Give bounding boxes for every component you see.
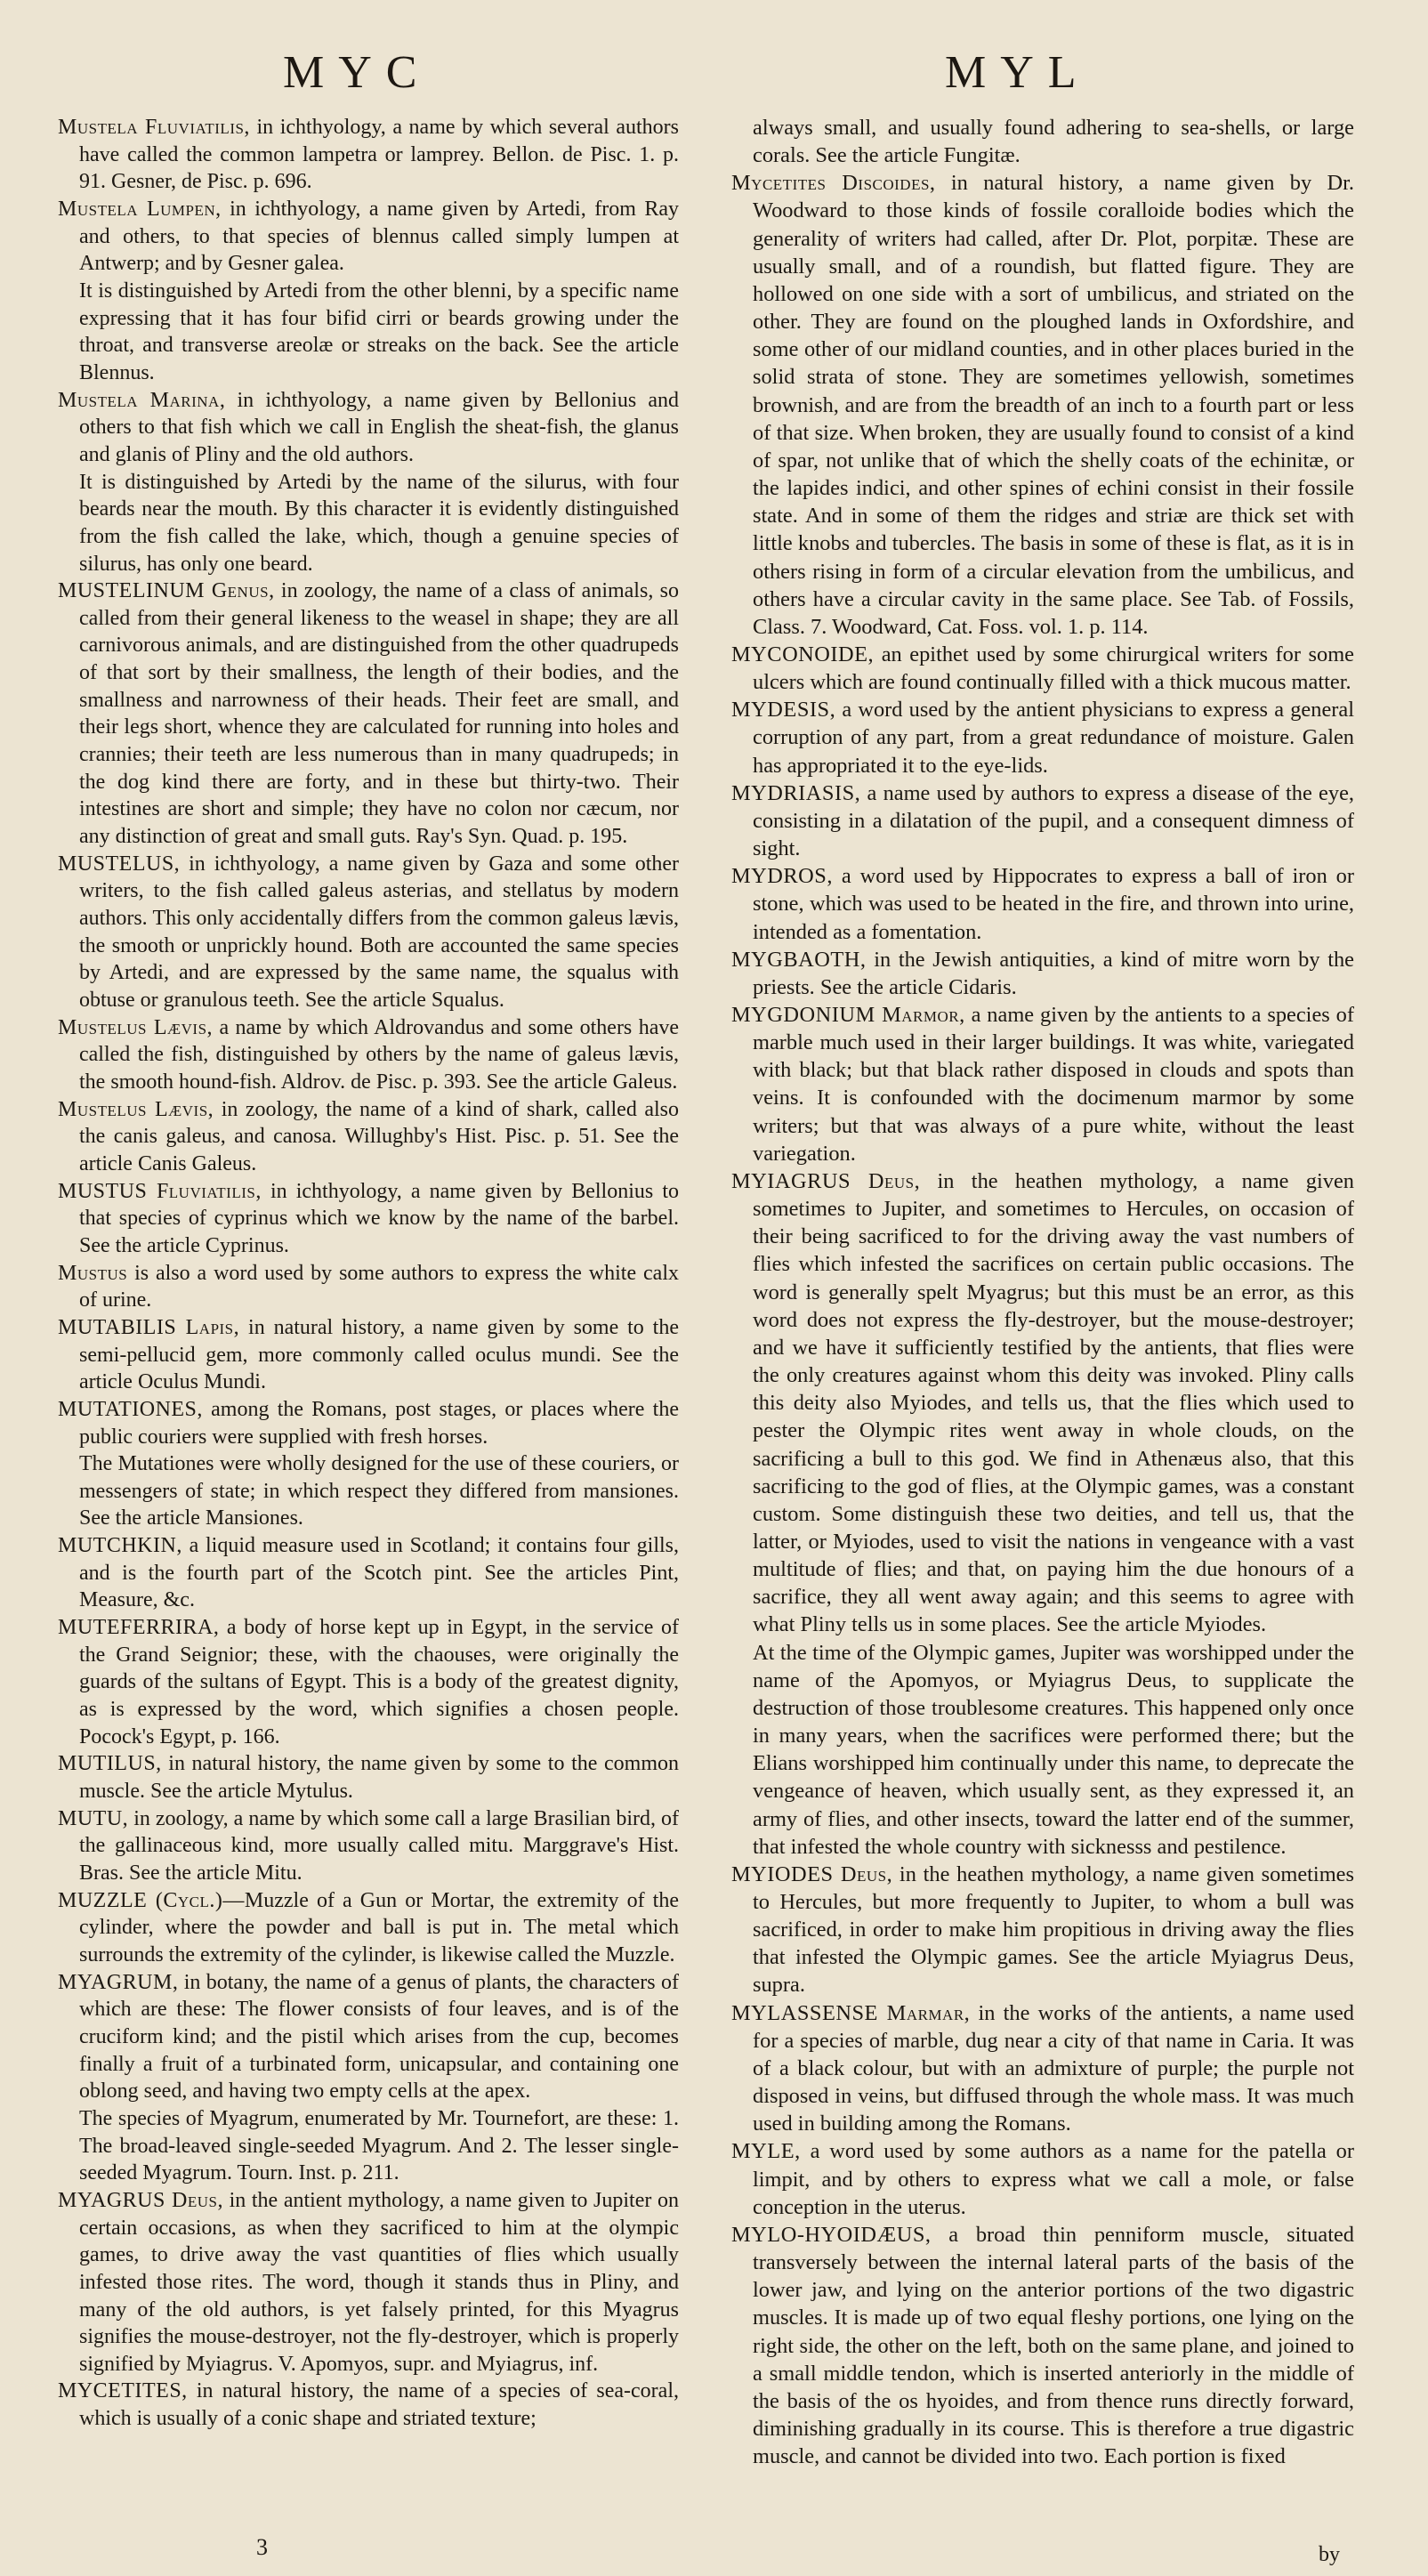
- entry-text: a name by which Aldrovandus and some others have called the fish, distinguished by others by the name of galeus lævis, the smooth hound-fish. Aldrov. de Pisc. p. 393. See the article Galeus.: [79, 1015, 679, 1094]
- entry-text: a liquid measure used in Scotland; it contains four gills, and is the fourth part of the Scotch pint. See the articles Pint, Measure, &c.: [79, 1534, 679, 1612]
- entry-headword: MYDRIASIS,: [731, 780, 861, 805]
- entry-text: always small, and usually found adhering to sea-shells, or large corals. See the article Fungitæ.: [753, 116, 1354, 168]
- entry-text: in the heathen mythology, a name given sometimes to Hercules, but more frequently to Jupiter, to whom a bull was sacrificed, in order to make him propitious in driving away the flies that infested the Olympic games. See the article Myiagrus Deus, supra.: [753, 1861, 1355, 1998]
- dictionary-entry: [731, 696, 1354, 779]
- entry-headword: MUZZLE (Cycl.)—: [58, 1888, 245, 1912]
- entry-headword: MYAGRUM,: [58, 1970, 179, 1994]
- page-number: 3: [256, 2534, 268, 2560]
- entry-text: a word used by Hippocrates to express a ball of iron or stone, which was used to be heated in the fire, and thrown into urine, intended as a fomentation.: [753, 864, 1354, 944]
- dictionary-entry: [58, 2187, 679, 2378]
- entry-text: in the works of the antients, a name used for a species of marble, dug near a city of that name in Caria. It was of a black colour, but with an admixture of purple; the purple not disposed in veins, but diffused through the whole mass. It was much used in building among the Romans.: [753, 2000, 1354, 2136]
- dictionary-entry: [58, 2378, 679, 2432]
- entry-text: in natural history, the name given by some to the common muscle. See the article Mytulus.: [79, 1752, 679, 1804]
- entry-headword: MYAGRUS Deus,: [58, 2188, 223, 2212]
- entry-headword: Mustela Lumpen,: [58, 197, 222, 221]
- dictionary-entry: [731, 641, 1354, 696]
- entry-paragraph: [58, 2105, 679, 2187]
- entry-headword: Mustelus Lævis,: [58, 1015, 214, 1039]
- entry-text: in the Jewish antiquities, a kind of mitre worn by the priests. See the article Cidaris.: [753, 947, 1354, 999]
- entry-text: At the time of the Olympic games, Jupiter was worshipped under the name of the Apomyos, or Myiagrus Deus, to supplicate the destruction of those troublesome creatures. This happened only once in many years, when the sacrifices were performed there; but the Elians worshipped him continually under this name, to deprecate the vengeance of heaven, which usually sent, as they expressed it, an army of flies, and other insects, toward the latter end of the summer, that infested the whole country with sicknesss and pestilence.: [753, 1640, 1354, 1859]
- entry-text: The Mutationes were wholly designed for the use of these couriers, or messengers of state; in which respect they differed from mansiones. See the article Mansiones.: [79, 1452, 679, 1530]
- dictionary-entry: [731, 2137, 1354, 2220]
- entry-text: among the Romans, post stages, or places where the public couriers were supplied with fresh horses.: [79, 1397, 679, 1449]
- dictionary-entry: [58, 1178, 679, 1260]
- entry-text: in natural history, a name given by some to the semi-pellucid gem, more commonly called oculus mundi. See the article Oculus Mundi.: [79, 1315, 679, 1394]
- entry-headword: MYLE,: [731, 2139, 801, 2164]
- dictionary-entry: [58, 1096, 679, 1178]
- entry-headword: MUTABILIS Lapis,: [58, 1315, 240, 1339]
- entry-headword: MYLO-HYOIDÆUS,: [731, 2222, 932, 2247]
- entry-text: in ichthyology, a name given by Artedi, from Ray and others, to that species of blennus called simply lumpen at Antwerp; and by Gesner galea.: [79, 197, 679, 276]
- entry-text: in the heathen mythology, a name given sometimes to Jupiter, and sometimes to Hercules, on occasion of their being sacrificed to for the driving away the vast numbers of flies which infested the sacrifices on certain public occasions. The word is generally spelt Myagrus; but this must be an error, as this word does not express the fly-destroyer, but the mouse-destroyer; and we have it sufficiently testified by the antients, that flies were the only creatures against whom this deity was invoked. Pliny calls this deity also Myiodes, and tells us, that the flies which used to pester the Olympic rites went away in whole clouds, on the sacrificing a bull to this god. We find in Athenæus also, that this sacrificing to the god of flies, at the Olympic games, was a constant custom. Some distinguish these two deities, and tell us, that the latter, or Myiodes, used to visit the nations in vengeance with a vast multitude of flies; and that, on paying him the due honours of a sacrifice, they all went away again; and this seems to agree with what Pliny tells us in some places. See the article Myiodes.: [753, 1168, 1354, 1637]
- dictionary-entry: [58, 114, 679, 196]
- entry-headword: Mustela Marina,: [58, 388, 226, 412]
- entry-text: in ichthyology, a name by which several authors have called the common lampetra or lamprey. Bellon. de Pisc. 1. p. 91. Gesner, de Pisc. p. 696.: [79, 116, 679, 194]
- entry-text: Muzzle of a Gun or Mortar, the extremity of the cylinder, where the powder and ball is put in. The metal which surrounds the extremity of the cylinder, is likewise called the Muzzle.: [79, 1888, 679, 1966]
- dictionary-entry: [731, 1999, 1354, 2138]
- entry-text: in natural history, the name of a species of sea-coral, which is usually of a conic shape and striated texture;: [79, 2379, 679, 2431]
- entry-paragraph: [58, 1450, 679, 1532]
- entry-headword: MYCETITES,: [58, 2379, 188, 2403]
- entry-text: It is distinguished by Artedi by the name of the silurus, with four beards near the mouth. By this character it is evidently distinguished from the fish called the lake, which, though a genuine species of silurus, has only one beard.: [79, 470, 679, 576]
- entry-paragraph: [731, 114, 1354, 169]
- dictionary-entry: [731, 946, 1354, 1001]
- entry-headword: MYCONOIDE,: [731, 642, 875, 666]
- entry-text: in ichthyology, a name given by Bellonius to that species of cyprinus which we know by the name of the barbel. See the article Cyprinus.: [79, 1179, 679, 1257]
- dictionary-entry: [58, 1887, 679, 1969]
- entry-headword: MYIODES Deus,: [731, 1861, 893, 1886]
- dictionary-entry: [58, 1750, 679, 1805]
- dictionary-entry: [58, 1014, 679, 1096]
- entry-text: is also a word used by some authors to express the white calx of urine.: [79, 1261, 679, 1312]
- entry-headword: Mustus: [58, 1261, 128, 1285]
- entry-text: The species of Myagrum, enumerated by Mr. Tournefort, are these: 1. The broad-leaved single-seeded Myagrum. And 2. The lesser single-seeded Myagrum. Tourn. Inst. p. 211.: [79, 2106, 679, 2185]
- entry-text: a name given by the antients to a species of marble much used in their larger buildings. It was white, variegated with black; but that black rather disposed in clouds and spots than veins. It is confounded with the docimenum marmor by some writers; but that was always of a pure white, without the least variegation.: [753, 1003, 1354, 1166]
- running-head-right: MYL: [945, 47, 1091, 98]
- entry-headword: MUTCHKIN,: [58, 1534, 182, 1558]
- entry-headword: MYDROS,: [731, 864, 833, 889]
- dictionary-entry: [58, 387, 679, 469]
- dictionary-entry: [58, 1614, 679, 1750]
- running-head-left: MYC: [283, 47, 432, 98]
- entry-text: a word used by some authors as a name for the patella or limpit, and by others to express what we call a mole, or false conception in the uterus.: [753, 2139, 1354, 2219]
- entry-text: in zoology, a name by which some call a large Brasilian bird, of the gallinaceous kind, more usually called mitu. Marggrave's Hist. Bras. See the article Mitu.: [79, 1806, 679, 1885]
- right-column: [731, 114, 1354, 2470]
- entry-headword: MUTATIONES,: [58, 1397, 203, 1421]
- entry-headword: MUTILUS,: [58, 1752, 162, 1776]
- dictionary-entry: [58, 196, 679, 278]
- dictionary-entry: [58, 1969, 679, 2105]
- entry-text: in natural history, a name given by Dr. Woodward to those kinds of fossile coralloide bodies which the generality of writers had called, after Dr. Plot, porpitæ. These are usually small, and of a roundish, but flatted figure. They are hollowed on one side with a sort of umbilicus, and striated on the other. They are found on the ploughed lands in Oxfordshire, and some other of our midland counties, and in other places buried in the solid strata of stone. They are sometimes yellowish, sometimes brownish, and are from the breadth of an inch to a fourth part or less of that size. When broken, they are usually found to consist of a kind of spar, not unlike that of which the shelly coats of the echinitæ, or the lapides indici, and other spines of echini consist in their fossile state. And in some of them the ridges and striæ are thick set with little knobs and tubercles. The basis in some of these is flat, as it is in others rising in form of a circular elevation from the umbilicus, and others have a circular cavity in the same place. See Tab. of Fossils, Class. 7. Woodward, Cat. Foss. vol. 1. p. 114.: [753, 171, 1354, 639]
- dictionary-entry: [731, 779, 1354, 862]
- entry-text: It is distinguished by Artedi from the other blenni, by a specific name expressing that it has four bifid cirri or beards growing under the throat, and transverse areolæ or streaks on the back. See the article Blennus.: [79, 279, 679, 384]
- entry-headword: MYDESIS,: [731, 698, 836, 723]
- dictionary-entry: [58, 1532, 679, 1614]
- entry-text: an epithet used by some chirurgical writers for some ulcers which are found continually filled with a thick mucous matter.: [753, 642, 1354, 695]
- dictionary-entry: [731, 169, 1354, 641]
- entry-text: in botany, the name of a genus of plants, the characters of which are these: The flower consists of four leaves, and is of the cruciform kind; and the pistil which arises from the cup, becomes finally a fruit of a turbinated form, unicapsular, and containing one oblong seed, and having two empty cells at the apex.: [79, 1970, 679, 2104]
- entry-headword: MUSTELUS,: [58, 852, 181, 876]
- entry-text: a broad thin penniform muscle, situated transversely between the internal lateral parts of the basis of the lower jaw, and lying on the anterior portions of the two digastric muscles. It is made up of two equal fleshy portions, one lying on the right side, the other on the left, both on the same plane, and joined to a small middle tendon, which is inserted anteriorly in the middle of the basis of the os hyoides, and from thence runs directly forward, diminishing gradually in its course. This is therefore a true digastric muscle, and cannot be divided into two. Each portion is fixed: [753, 2222, 1354, 2469]
- entry-text: a name used by authors to express a disease of the eye, consisting in a dilatation of the pupil, and a consequent dimness of sight.: [753, 780, 1354, 861]
- entry-headword: MUSTELINUM Genus,: [58, 579, 275, 603]
- entry-headword: Mycetites Discoides,: [731, 171, 936, 196]
- dictionary-entry: [58, 851, 679, 1014]
- dictionary-entry: [731, 1167, 1354, 1639]
- entry-headword: MYGBAOTH,: [731, 947, 867, 972]
- entry-headword: Mustelus Lævis,: [58, 1097, 214, 1121]
- entry-headword: MYGDONIUM Marmor,: [731, 1003, 965, 1027]
- dictionary-entry: [58, 1260, 679, 1314]
- entry-text: in the antient mythology, a name given to Jupiter on certain occasions, as when they sacrificed to him at the olympic games, to drive away the vast quantities of flies which usually infested those rites. The word, though it stands thus in Pliny, and many of the old authors, is yet falsely printed, for this Myagrus signifies the mouse-destroyer, not the fly-destroyer, which is properly signified by Myiagrus. V. Apomyos, supr. and Myiagrus, inf.: [79, 2188, 679, 2376]
- entry-paragraph: [731, 1639, 1354, 1861]
- entry-text: in zoology, the name of a class of animals, so called from their general likeness to the weasel in shape; they are all carnivorous animals, and are distinguished from the other quadrupeds of that sort by their smallness, the length of their bodies, and the smallness and narrowness of their heads. Their feet are small, and their legs short, whence they are calculated for running into holes and crannies; their teeth are less numerous than in many quadrupeds; in the dog kind there are forty, and in these but thirty-two. Their intestines are short and simple; they have no colon nor cæcum, nor any distinction of great and small guts. Ray's Syn. Quad. p. 195.: [79, 579, 680, 849]
- entry-headword: MUSTUS Fluviatilis,: [58, 1179, 262, 1203]
- dictionary-entry: [731, 1001, 1354, 1167]
- entry-headword: MUTEFERRIRA,: [58, 1616, 220, 1640]
- entry-text: a word used by the antient physicians to express a general corruption of any part, from a great redundance of moisture. Galen has appropriated it to the eye-lids.: [753, 698, 1354, 778]
- dictionary-entry: [58, 1396, 679, 1450]
- catchword: by: [1319, 2543, 1340, 2566]
- dictionary-entry: [58, 577, 679, 851]
- entry-headword: MYIAGRUS Deus,: [731, 1168, 921, 1193]
- dictionary-entry: [58, 1805, 679, 1887]
- entry-headword: MUTU,: [58, 1806, 129, 1830]
- entry-text: in ichthyology, a name given by Bellonius and others to that fish which we call in English the sheat-fish, the glanus and glanis of Pliny and the old authors.: [79, 388, 680, 466]
- dictionary-entry: [731, 1861, 1354, 1999]
- entry-headword: Mustela Fluviatilis,: [58, 116, 250, 139]
- entry-text: in zoology, the name of a kind of shark, called also the canis galeus, and canosa. Willughby's Hist. Pisc. p. 51. See the article Canis Galeus.: [79, 1097, 680, 1175]
- entry-text: in ichthyology, a name given by Gaza and some other writers, to the fish called galeus asterias, and stellatus by modern authors. This only accidentally differs from the common galeus lævis, the smooth or unprickly hound. Both are accounted the same species by Artedi, and are expressed by the same name, the squalus with obtuse or granulous teeth. See the article Squalus.: [79, 852, 679, 1012]
- entry-paragraph: [58, 278, 679, 387]
- dictionary-entry: [58, 1314, 679, 1396]
- entry-paragraph: [58, 469, 679, 578]
- left-column: [58, 114, 679, 2433]
- entry-text: a body of horse kept up in Egypt, in the service of the Grand Seignior; these, with the chaouses, were originally the guards of the sultans of Egypt. This is a body of the greatest dignity, as is expressed by the word, which signifies a chosen people. Pocock's Egypt, p. 166.: [79, 1616, 679, 1748]
- entry-headword: MYLASSENSE Marmar,: [731, 2000, 971, 2025]
- dictionary-entry: [731, 862, 1354, 945]
- dictionary-entry: [731, 2221, 1354, 2470]
